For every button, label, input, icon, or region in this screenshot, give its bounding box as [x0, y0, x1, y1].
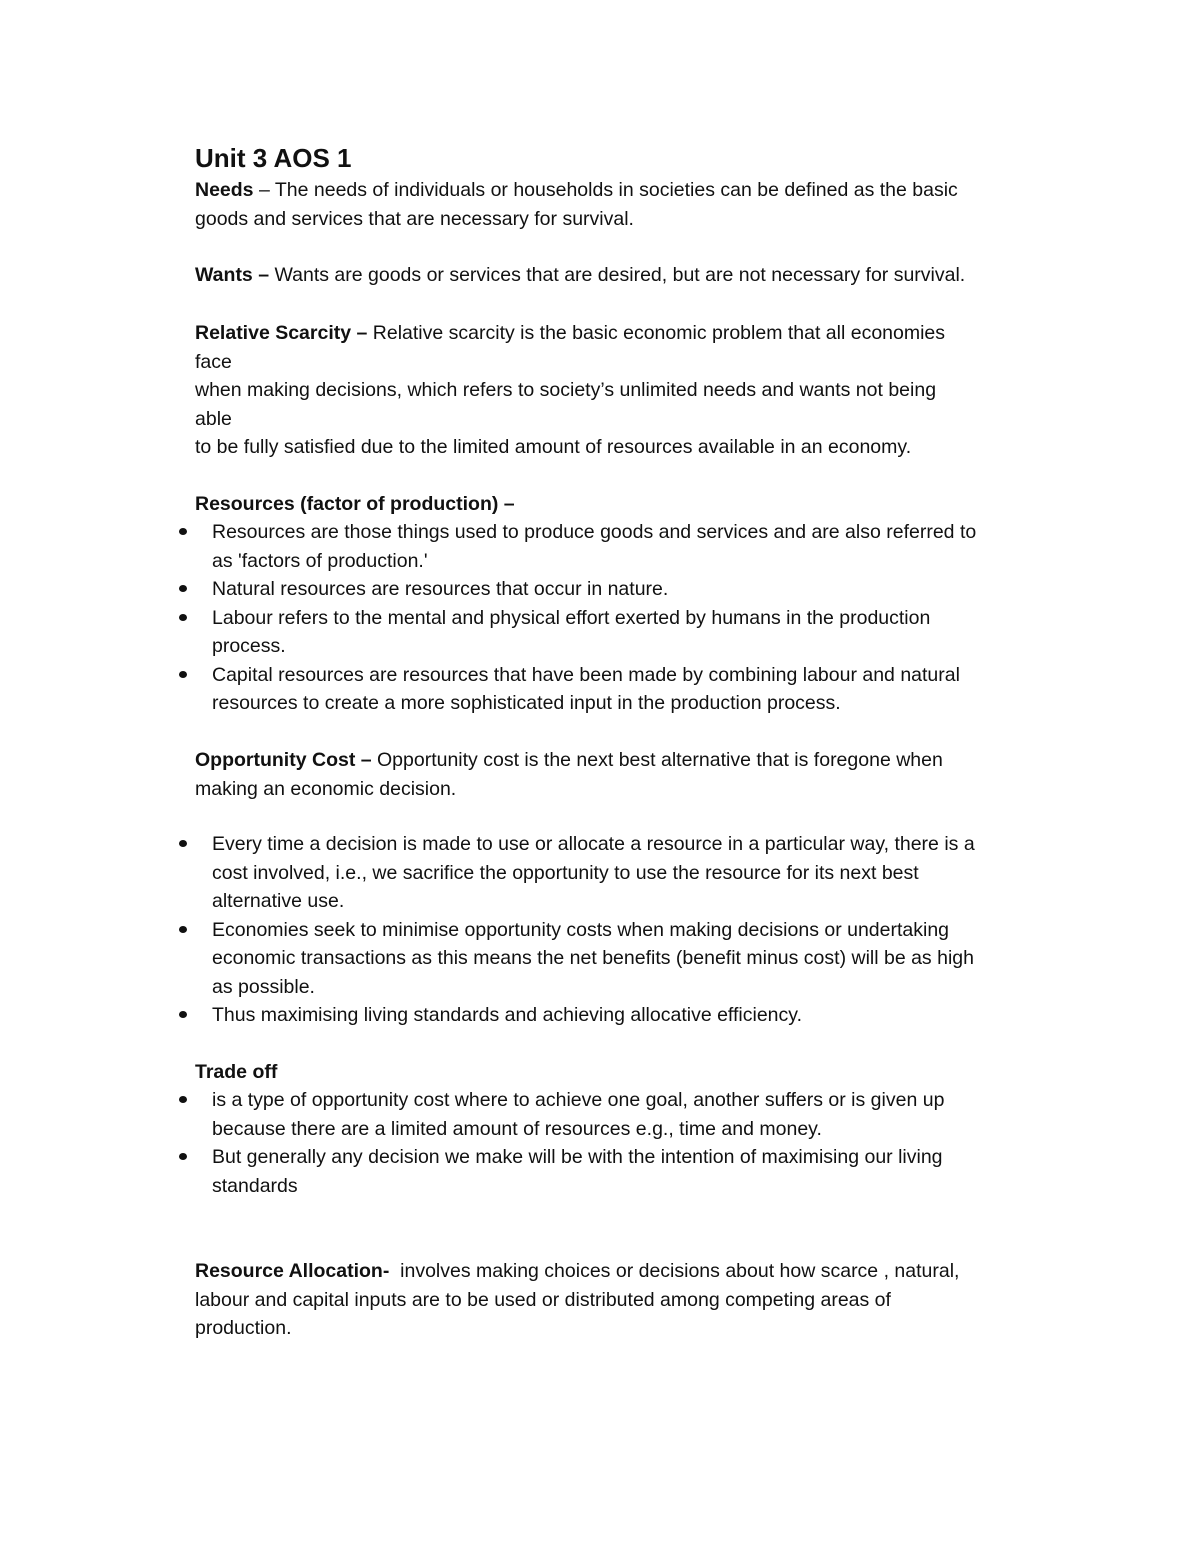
- relative-scarcity-line: face: [195, 350, 232, 373]
- list-item: Natural resources are resources that occur in nature.: [0, 575, 1072, 604]
- list-item: Capital resources are resources that have been made by combining labour and natural resources to create a more sophisticated input in the production process.: [0, 661, 1072, 718]
- relative-scarcity-line: Relative Scarcity – Relative scarcity is the basic economic problem that all economies: [195, 322, 946, 344]
- bullet-icon: [179, 840, 187, 847]
- bullet-icon: [179, 614, 187, 621]
- bullet-icon: [179, 671, 187, 678]
- needs-line: Needs – The needs of individuals or households in societies can be defined as the basic: [195, 179, 958, 201]
- opportunity-cost-line: Opportunity Cost – Opportunity cost is the next best alternative that is foregone when: [195, 749, 943, 771]
- wants-line: Wants – Wants are goods or services that are desired, but are not necessary for survival.: [195, 264, 966, 286]
- list-item: But generally any decision we make will be with the intention of maximising our living standards: [0, 1143, 1072, 1200]
- list-item: is a type of opportunity cost where to achieve one goal, another suffers or is given up because there are a limited amount of resources e.g., time and money.: [0, 1086, 1072, 1143]
- bullet-icon: [179, 1153, 187, 1160]
- relative-scarcity-line: to be fully satisfied due to the limited amount of resources available in an economy.: [195, 436, 912, 458]
- relative-scarcity-term: Relative Scarcity –: [195, 322, 368, 344]
- resources-list: [0, 518, 1072, 718]
- bullet-icon: [179, 585, 187, 592]
- bullet-icon: [179, 1096, 187, 1103]
- resource-allocation-line: Resource Allocation- involves making choices or decisions about how scarce , natural,: [195, 1260, 960, 1282]
- relative-scarcity-definition: [195, 319, 1065, 462]
- wants-term: Wants –: [195, 264, 270, 286]
- list-item: Labour refers to the mental and physical effort exerted by humans in the production process.: [0, 604, 1072, 661]
- opportunity-cost-line: making an economic decision.: [195, 777, 457, 800]
- trade-off-heading: Trade off: [195, 1061, 278, 1083]
- bullet-icon: [179, 926, 187, 933]
- resource-allocation-term: Resource Allocation-: [195, 1260, 390, 1282]
- bullet-icon: [179, 1011, 187, 1018]
- opportunity-cost-term: Opportunity Cost –: [195, 749, 372, 771]
- bullet-icon: [179, 528, 187, 535]
- trade-off-list: [0, 1086, 1072, 1200]
- resource-allocation-line: production.: [195, 1317, 292, 1339]
- list-item: Thus maximising living standards and achieving allocative efficiency.: [0, 1001, 1072, 1030]
- list-item: Resources are those things used to produce goods and services and are also referred to as 'factors of production.': [0, 518, 1072, 575]
- opportunity-cost-definition: [195, 746, 1065, 803]
- resource-allocation-line: labour and capital inputs are to be used or distributed among competing areas of: [195, 1288, 891, 1311]
- list-item: Every time a decision is made to use or allocate a resource in a particular way, there is a cost involved, i.e., we sacrifice the opportunity to use the resource for its next best alternative use.: [0, 830, 1072, 916]
- relative-scarcity-line: when making decisions, which refers to society’s unlimited needs and wants not being: [195, 379, 937, 401]
- document-title: Unit 3 AOS 1: [195, 143, 352, 173]
- wants-definition: [195, 261, 1065, 290]
- resources-heading: Resources (factor of production) –: [195, 493, 515, 515]
- needs-line: goods and services that are necessary for survival.: [195, 207, 634, 230]
- opportunity-cost-list: [0, 830, 1072, 1030]
- needs-term: Needs: [195, 179, 254, 201]
- needs-definition: [195, 176, 1065, 233]
- resource-allocation-definition: [195, 1257, 1065, 1343]
- relative-scarcity-line: able: [195, 407, 232, 430]
- list-item: Economies seek to minimise opportunity costs when making decisions or undertaking economic transactions as this means the net benefits (benefit minus cost) will be as high as possible.: [0, 916, 1072, 1002]
